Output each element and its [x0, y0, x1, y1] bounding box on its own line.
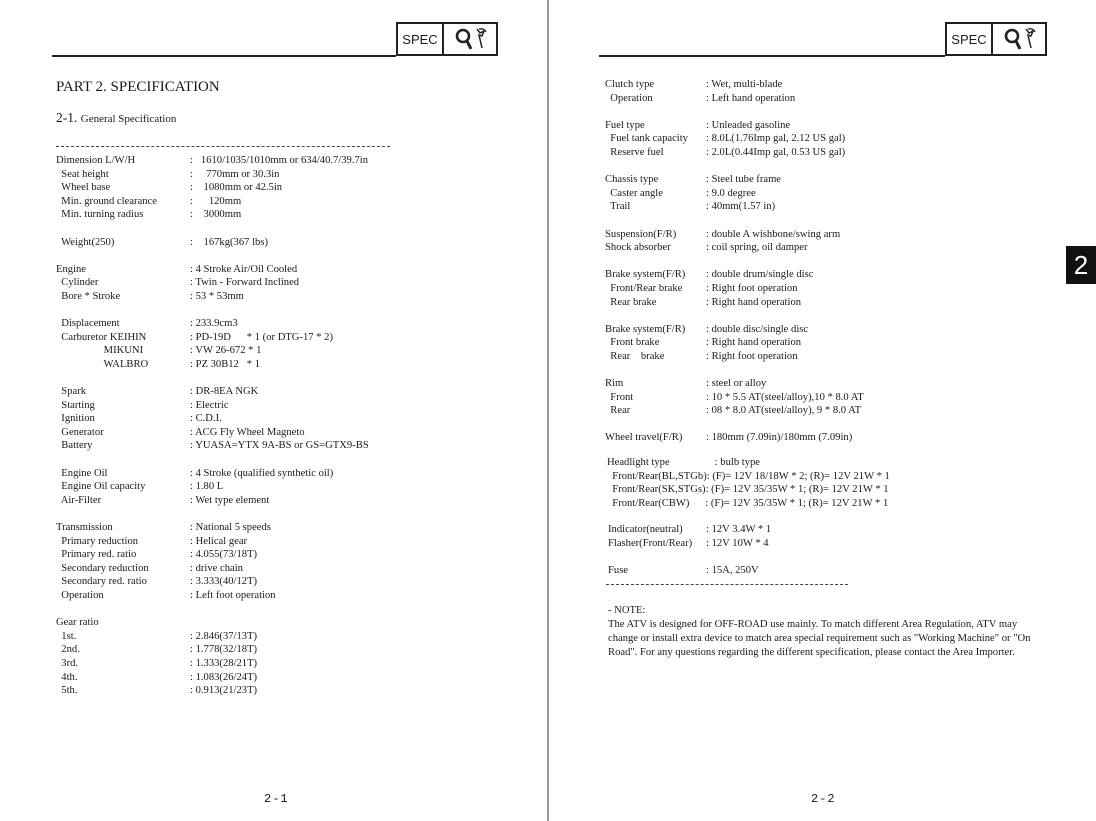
spec-label: Air-Filter: [56, 494, 102, 506]
spec-row: [56, 385, 536, 399]
spec-label: Carburetor KEIHIN: [56, 331, 147, 343]
spec-value: : Left hand operation: [706, 92, 796, 104]
spec-label: Suspension(F/R): [605, 228, 677, 240]
spec-label: Battery: [56, 440, 93, 452]
spec-row: [56, 521, 536, 535]
wrench-magnifier-icon: [444, 22, 498, 56]
spec-value: : ACG Fly Wheel Magneto: [190, 426, 305, 438]
spec-row: [56, 331, 536, 345]
spec-label: Front brake: [605, 337, 660, 349]
spec-badge: SPEC: [945, 22, 993, 56]
spec-label: Shock absorber: [605, 242, 671, 254]
spec-row: [605, 187, 1045, 201]
spec-value: : 12V 3.4W * 1: [706, 524, 772, 535]
wrench-magnifier-icon: [993, 22, 1047, 56]
row-gap: [605, 160, 1045, 174]
spec-row: [605, 350, 1045, 364]
spec-value: : Right hand operation: [706, 337, 802, 349]
spec-value: : 3.333(40/12T): [190, 576, 258, 588]
spec-label: WALBRO: [56, 358, 149, 370]
spec-row: [56, 616, 536, 630]
spec-row: [56, 154, 536, 168]
spec-label: Front/Rear brake: [605, 282, 683, 294]
spec-value: : PD-19D * 1 (or DTG-17 * 2): [190, 331, 334, 343]
spec-row: [56, 208, 536, 222]
section-number: 2-1.: [56, 110, 78, 125]
spec-label: Clutch type: [605, 79, 655, 90]
spec-label: 5th.: [56, 685, 78, 697]
spec-label: Indicator(neutral): [608, 524, 683, 535]
spec-row: [605, 228, 1045, 242]
spec-row: [56, 643, 536, 657]
dashed-separator-right: [606, 584, 848, 585]
spec-label: 3rd.: [56, 657, 79, 669]
spec-label: Trail: [605, 201, 631, 213]
spec-row: [56, 168, 536, 182]
spec-label: Wheel travel(F/R): [605, 432, 683, 444]
spec-value: : 53 * 53mm: [190, 290, 244, 302]
spec-label: Weight(250): [56, 236, 115, 248]
spec-row: [56, 671, 536, 685]
spec-label: Displacement: [56, 318, 120, 330]
spec-row: [605, 119, 1045, 133]
spec-row: [56, 548, 536, 562]
spec-value: : 1080mm or 42.5in: [190, 182, 283, 194]
row-gap: [56, 304, 536, 318]
row-gap: [56, 222, 536, 236]
chapter-tab: 2: [1066, 246, 1096, 284]
spec-value: : Steel tube frame: [706, 174, 782, 186]
spec-row: [56, 575, 536, 589]
part-title: PART 2. SPECIFICATION: [56, 79, 220, 95]
spec-row: [56, 684, 536, 698]
spec-value: : 1610/1035/1010mm or 634/40.7/39.7in: [190, 155, 369, 166]
spec-value: : 2.0L(0.44Imp gal, 0.53 US gal): [706, 146, 846, 158]
spec-label: Engine Oil: [56, 467, 108, 479]
spec-label: Rim: [605, 378, 624, 390]
spec-label: Rear: [605, 405, 631, 417]
row-gap: [605, 214, 1045, 228]
spec-row: [608, 523, 1048, 537]
spec-row: [56, 236, 536, 250]
spec-row: [605, 431, 1045, 445]
spec-value: : Electric: [190, 399, 229, 411]
section-title-text: General Specification: [80, 113, 177, 125]
row-gap: [605, 418, 1045, 432]
spec-value: : 40mm(1.57 in): [706, 201, 776, 213]
spec-badge: SPEC: [396, 22, 444, 56]
spec-row: [608, 537, 1048, 551]
spec-label: Dimension L/W/H: [56, 155, 136, 166]
spec-label: 2nd.: [56, 644, 80, 656]
spec-value: : double A wishbone/swing arm: [706, 228, 841, 240]
header-rule: [599, 55, 945, 57]
note-title: - NOTE:: [608, 605, 646, 616]
row-gap: [605, 309, 1045, 323]
spec-value: : Wet type element: [190, 494, 270, 506]
spec-row: [605, 92, 1045, 106]
headlight-line: Front/Rear(SK,STGs): (F)= 12V 35/35W * 1; (R)= 12V 21W * 1: [607, 484, 889, 496]
spec-row: [605, 377, 1045, 391]
spec-row: [608, 564, 1048, 578]
row-gap: [608, 550, 1048, 564]
spec-row: [605, 241, 1045, 255]
spec-label: Front: [605, 391, 634, 403]
row-gap: [56, 453, 536, 467]
spec-label: Gear ratio: [56, 617, 99, 629]
spec-label: 1st.: [56, 630, 77, 642]
spec-value: : VW 26-672 * 1: [190, 345, 262, 357]
spec-value: : 08 * 8.0 AT(steel/alloy), 9 * 8.0 AT: [706, 405, 862, 417]
spec-row: [605, 132, 1045, 146]
spec-label: Caster angle: [605, 187, 663, 199]
spec-label: Min. turning radius: [56, 209, 144, 221]
dashed-separator: [56, 146, 390, 147]
spec-value: : coil spring, oil damper: [706, 242, 808, 254]
row-gap: [605, 105, 1045, 119]
spec-row: [56, 562, 536, 576]
headlight-line: Front/Rear(BL,STGb): (F)= 12V 18/18W * 2; (R)= 12V 21W * 1: [607, 470, 890, 482]
spec-value: : 0.913(21/23T): [190, 685, 258, 697]
spec-label: Cylinder: [56, 277, 99, 289]
spec-value: : Right hand operation: [706, 296, 802, 308]
spec-value: : Right foot operation: [706, 282, 798, 294]
spec-value: : Left foot operation: [190, 590, 276, 601]
spec-label: Engine: [56, 263, 87, 275]
page-number-left: 2-1: [264, 792, 289, 806]
spec-label: Fuel type: [605, 119, 645, 131]
spec-row: [605, 173, 1045, 187]
spec-value: : 180mm (7.09in)/180mm (7.09in): [706, 432, 853, 444]
right-spec-list: [605, 78, 1045, 445]
spec-value: : 9.0 degree: [706, 187, 756, 199]
spec-label: Primary reduction: [56, 535, 139, 547]
spec-label: Brake system(F/R): [605, 323, 686, 335]
spec-value: : drive chain: [190, 562, 243, 574]
spec-label: Generator: [56, 426, 104, 438]
spec-label: Primary red. ratio: [56, 549, 137, 561]
spec-value: : 8.0L(1.76Imp gal, 2.12 US gal): [706, 133, 846, 145]
spec-value: : 3000mm: [190, 209, 242, 221]
spec-label: Operation: [605, 92, 653, 104]
spec-label: Secondary reduction: [56, 562, 149, 574]
spec-row: [56, 630, 536, 644]
spec-label: Chassis type: [605, 174, 659, 186]
header-rule: [52, 55, 396, 57]
spec-row: [56, 535, 536, 549]
right-spec-list-2: [608, 523, 1048, 577]
spec-row: [605, 296, 1045, 310]
headlight-line: Headlight type : bulb type: [607, 457, 760, 468]
spec-row: [56, 589, 536, 603]
spec-row: [605, 200, 1045, 214]
spec-value: : C.D.I.: [190, 413, 222, 425]
row-gap: [56, 603, 536, 617]
spec-row: [56, 290, 536, 304]
spec-label: Fuel tank capacity: [605, 133, 688, 145]
spec-label: Starting: [56, 399, 95, 411]
spec-value: : 12V 10W * 4: [706, 537, 769, 549]
spec-value: : steel or alloy: [706, 378, 767, 390]
spec-row: [56, 276, 536, 290]
spec-label: Min. ground clearance: [56, 195, 157, 207]
row-gap: [56, 249, 536, 263]
spec-row: [56, 263, 536, 277]
spec-row: [605, 336, 1045, 350]
spec-label: Fuse: [608, 564, 629, 576]
spec-label: MIKUNI: [56, 345, 144, 357]
spec-label: 4th.: [56, 671, 78, 683]
spec-row: [56, 480, 536, 494]
spec-row: [605, 404, 1045, 418]
spec-value: : 4 Stroke Air/Oil Cooled: [190, 263, 298, 275]
spec-value: : Helical gear: [190, 535, 248, 547]
spec-label: Operation: [56, 590, 104, 601]
spec-row: [605, 78, 1045, 92]
left-spec-list: [56, 154, 536, 698]
section-title: [56, 110, 176, 126]
spec-value: : 15A, 250V: [706, 564, 759, 576]
row-gap: [56, 507, 536, 521]
spec-label: Seat height: [56, 168, 109, 180]
spec-value: : Right foot operation: [706, 350, 798, 362]
spec-label: Wheel base: [56, 182, 111, 194]
left-page: [0, 0, 547, 821]
spec-row: [56, 195, 536, 209]
spec-value: : 167kg(367 lbs): [190, 236, 268, 248]
spec-row: [56, 317, 536, 331]
spec-value: : DR-8EA NGK: [190, 386, 259, 398]
spec-label: Ignition: [56, 413, 95, 425]
spec-label: Spark: [56, 386, 87, 398]
spec-row: [56, 181, 536, 195]
spec-value: : 770mm or 30.3in: [190, 168, 280, 180]
spec-value: : 233.9cm3: [190, 318, 238, 330]
spec-row: [605, 282, 1045, 296]
spec-value: : 4.055(73/18T): [190, 549, 258, 561]
spec-value: : YUASA=YTX 9A-BS or GS=GTX9-BS: [190, 440, 369, 452]
spec-value: : Wet, multi-blade: [706, 79, 783, 90]
spec-row: [56, 399, 536, 413]
spec-label: Rear brake: [605, 296, 657, 308]
note-text: The ATV is designed for OFF-ROAD use mainly. To match different Area Regulation, ATV may change or install extra device to match area special requirement such as "Working Machine" or "On Road". For any questions regarding the different specification, please contact the Area Importer.: [608, 619, 1031, 658]
spec-label: Brake system(F/R): [605, 269, 686, 281]
spec-row: [56, 358, 536, 372]
spec-value: : 2.846(37/13T): [190, 630, 258, 642]
spec-value: : Unleaded gasoline: [706, 119, 791, 131]
spec-label: Secondary red. ratio: [56, 576, 147, 588]
spec-row: [605, 323, 1045, 337]
spec-row: [605, 391, 1045, 405]
spec-value: : National 5 speeds: [190, 522, 271, 534]
spec-label: Flasher(Front/Rear): [608, 537, 693, 549]
spec-value: : double drum/single disc: [706, 269, 814, 281]
spec-row: [56, 657, 536, 671]
spec-label: Bore * Stroke: [56, 290, 121, 302]
spec-value: : PZ 30B12 * 1: [190, 358, 261, 370]
spec-value: : 120mm: [190, 195, 242, 207]
row-gap: [605, 255, 1045, 269]
spec-label: Rear brake: [605, 350, 665, 362]
spec-value: : 1.80 L: [190, 481, 224, 493]
spec-value: : 1.333(28/21T): [190, 657, 258, 669]
spec-row: [56, 494, 536, 508]
row-gap: [605, 363, 1045, 377]
spec-row: [56, 412, 536, 426]
headlight-spec: [607, 456, 890, 510]
spec-row: [56, 426, 536, 440]
spec-value: : double disc/single disc: [706, 323, 809, 335]
headlight-line: Front/Rear(CBW) : (F)= 12V 35/35W * 1; (R)= 12V 21W * 1: [607, 497, 889, 509]
row-gap: [56, 372, 536, 386]
spec-value: : 4 Stroke (qualified synthetic oil): [190, 467, 334, 479]
spec-value: : 1.083(26/24T): [190, 671, 258, 683]
spec-row: [56, 467, 536, 481]
spec-label: Engine Oil capacity: [56, 481, 146, 493]
spec-value: : Twin - Forward Inclined: [190, 277, 300, 289]
spec-label: Reserve fuel: [605, 146, 664, 158]
spec-label: Transmission: [56, 522, 113, 534]
spec-value: : 10 * 5.5 AT(steel/alloy),10 * 8.0 AT: [706, 391, 864, 403]
spec-row: [605, 268, 1045, 282]
spec-row: [56, 344, 536, 358]
spec-row: [56, 439, 536, 453]
note-block: [608, 604, 1048, 660]
spec-value: : 1.778(32/18T): [190, 644, 258, 656]
page-number-right: 2-2: [811, 792, 836, 806]
spec-row: [605, 146, 1045, 160]
